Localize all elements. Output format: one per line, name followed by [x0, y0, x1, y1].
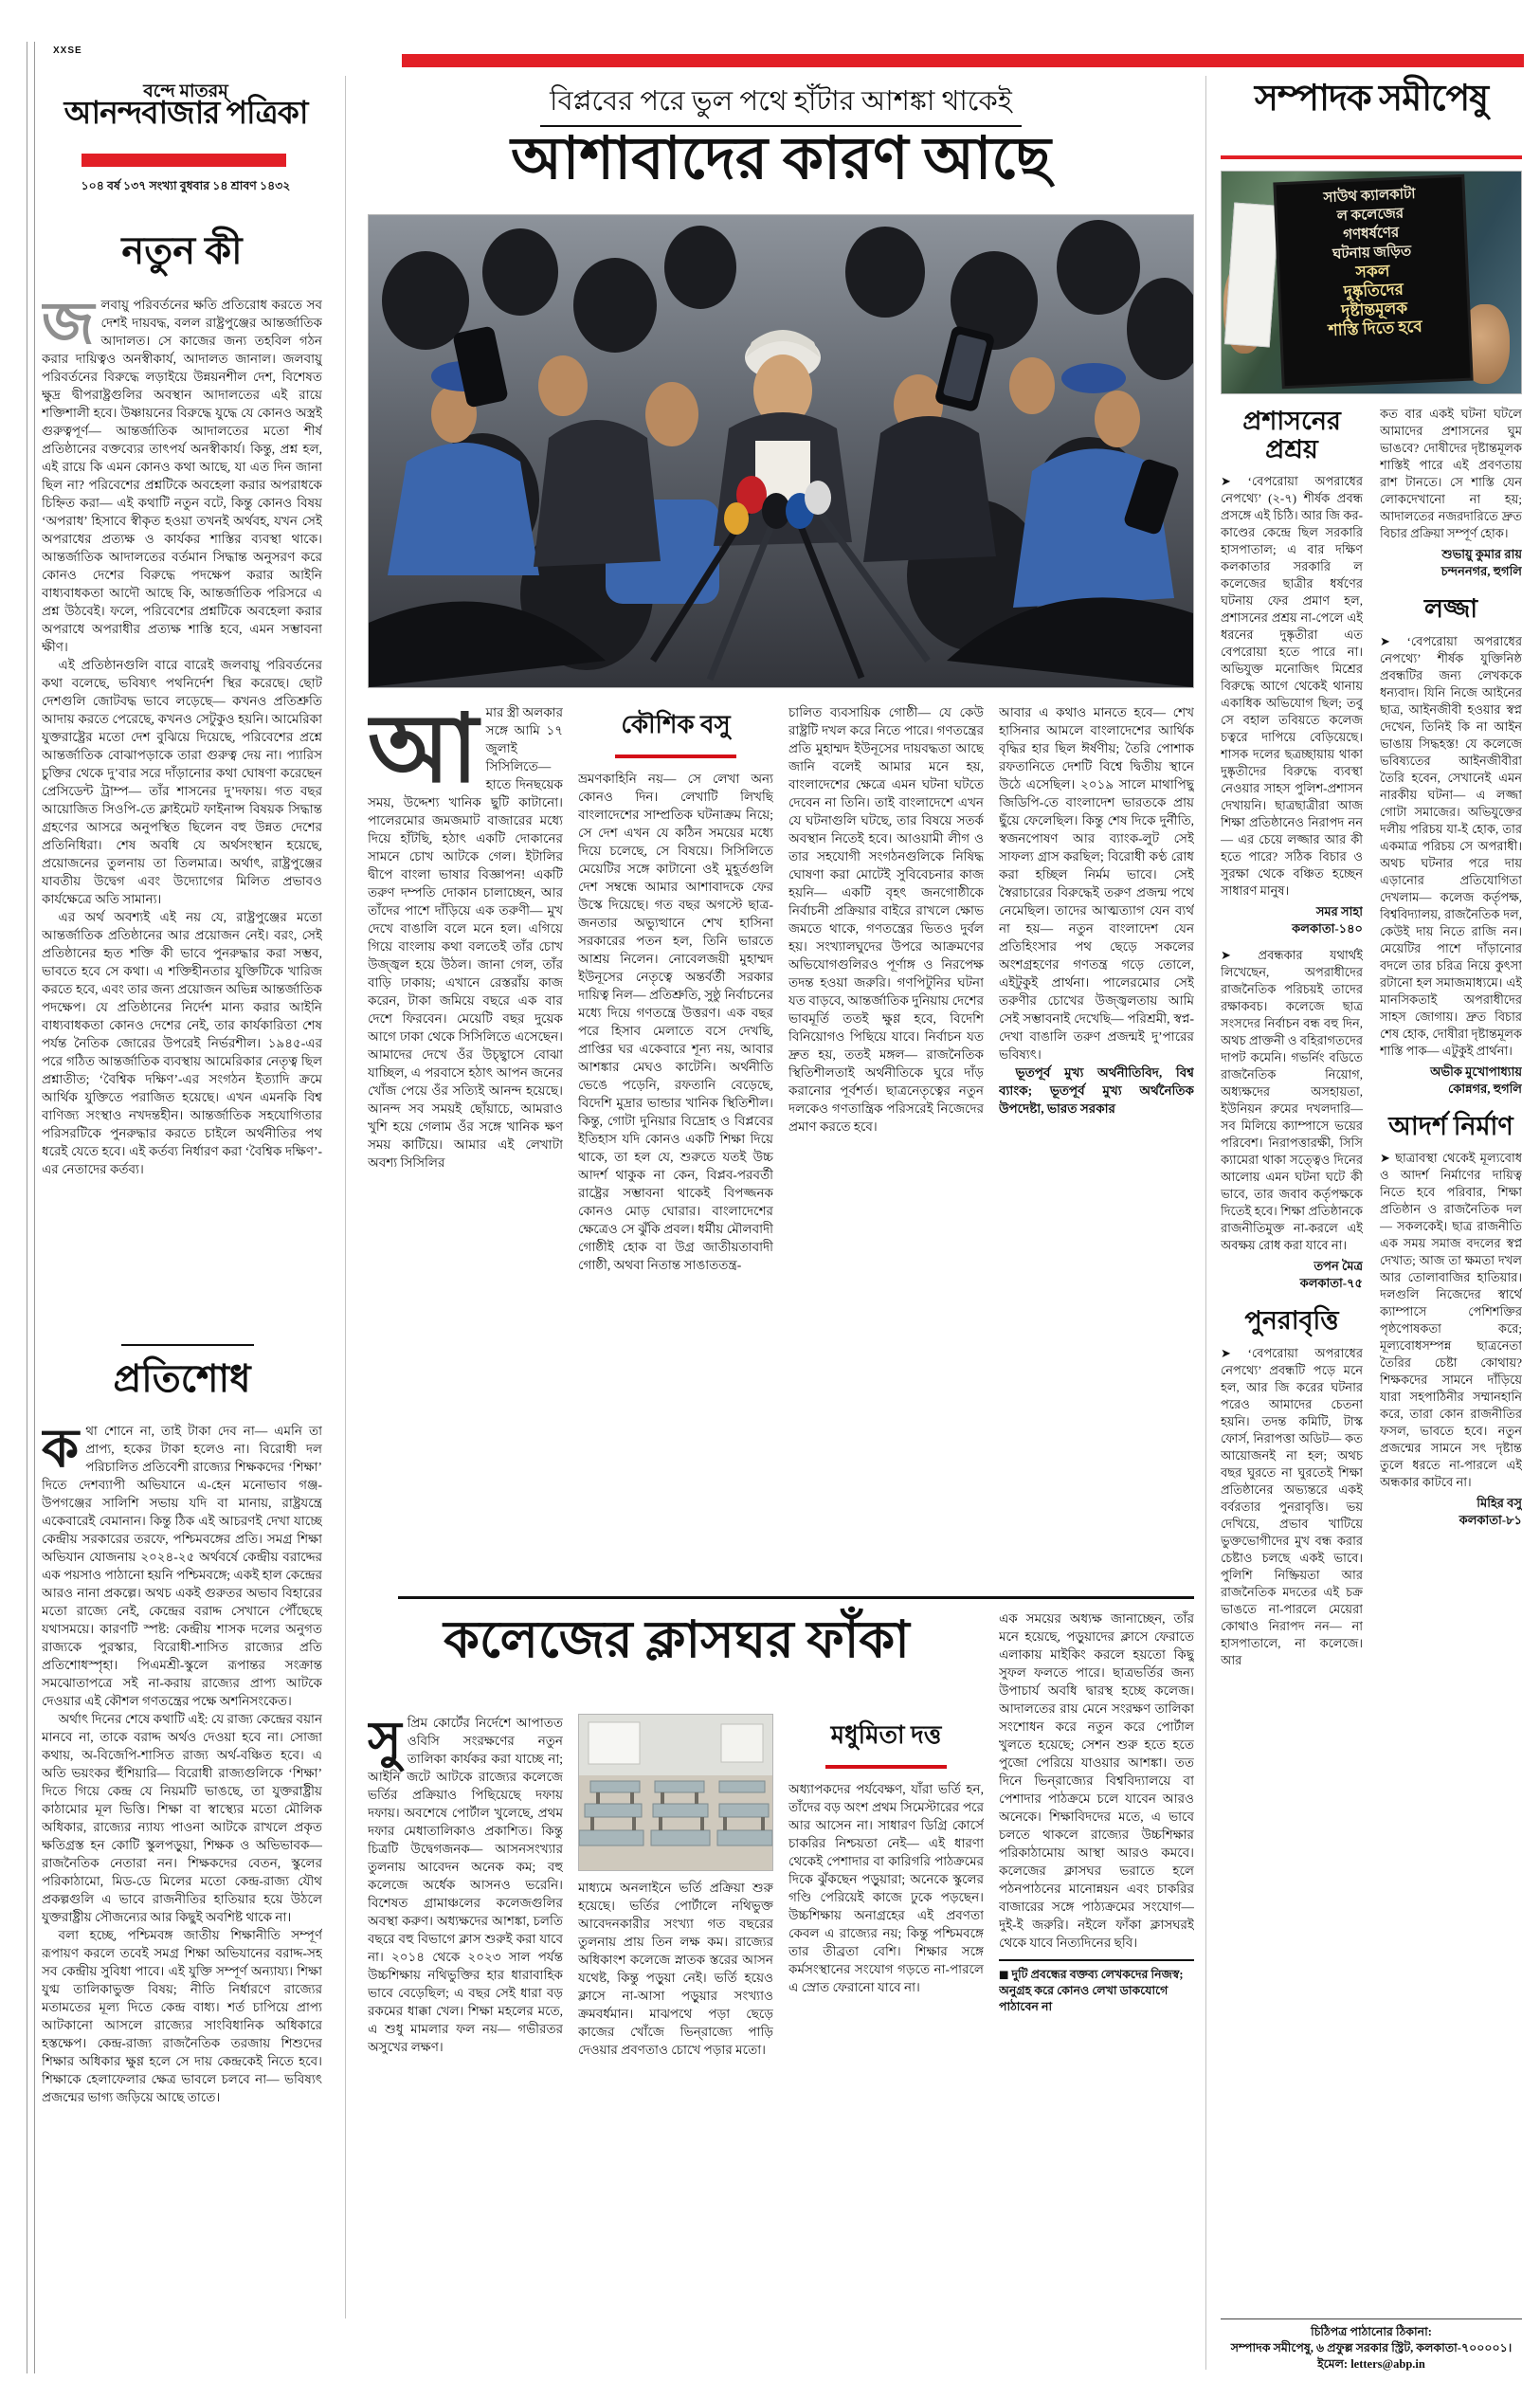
- top-red-band: [402, 54, 1524, 67]
- main-article-col-4: আবার এ কথাও মানতে হবে— শেখ হাসিনার আমলে বাংলাদেশের আর্থিক বৃদ্ধির হার ছিল ঈর্ষণীয়; তৈরি পোশাক রফতানিতে দেশটি বিশ্বে দ্বিতীয় স্থানে উঠে এসেছিল। ২০১৯ সালে মাথাপিছু জিডিপি-তে বাংলাদেশ ভারতকে প্রায় ছুঁয়ে ফেলেছিল। কিন্তু শেষ দিকে দুর্নীতি, স্বজনপোষণ আর ব্যাংক-লুট সেই সাফল্য গ্রাস করছিল; বিরোধী কণ্ঠ রোধ করা হচ্ছিল নির্মম ভাবে। সেই স্বৈরাচারের বিরুদ্ধেই তরুণ প্রজন্ম পথে নেমেছিল। তাদের আত্মত্যাগ যেন ব্যর্থ না হয়— নতুন বাংলাদেশ যেন প্রতিহিংসার পথ ছেড়ে সকলের অংশগ্রহণের গণতন্ত্র গড়ে তোলে, এইটুকুই প্রার্থনা। পালেরমোর সেই তরুণীর চোখের উজ্জ্বলতায় আমি সেই সম্ভাবনাই দেখেছি— পরিশ্রমী, স্বপ্ন-দেখা বাঙালি তরুণ প্রজন্মই দু’পারের ভবিষ্যৎ। ভূতপূর্ব মুখ্য অর্থনীতিবিদ, বিশ্ব ব্যাংক; ভূতপূর্ব মুখ্য অর্থনৈতিক উপদেষ্টা, ভারত সরকার: [999, 705, 1194, 1116]
- masthead-red-bar: [82, 154, 286, 167]
- main-article-col-1: আমার স্ত্রী অলকার সঙ্গে আমি ১৭ জুলাই সিসিলিতে— হাতে দিনছয়েক সময়, উদ্দেশ্য খানিক ছুটি কাটানো। পালেরমোর জমজমাট বাজারের মধ্যে দিয়ে হাঁটছি, হঠাৎ একটি দোকানের সামনে চোখ আটকে গেল। ইটালির দ্বীপে বাংলা ভাষার বিজ্ঞাপন! একটি তরুণ দম্পতি দোকান চালাচ্ছেন, আর তাঁদের পাশে দাঁড়িয়ে এক তরুণী— মুখ দেখে বাঙালি বলে মনে হল। এগিয়ে গিয়ে বাংলায় কথা বলতেই তাঁর চোখ উজ্জ্বল হয়ে উঠল। জানা গেল, তাঁর বাড়ি ঢাকায়; এখানে রেস্তরাঁয় কাজ করেন, টাকা জমিয়ে বছরে এক বার দেশে ফিরবেন। মেয়েটি বছর দুয়েক আগে ঢাকা থেকে সিসিলিতে এসেছেন। আমাদ‌ের দেখে ওঁর উচ্ছ্বাসে বোঝা যাচ্ছিল, এ পরবাসে হঠাৎ আপন জনের খোঁজ পেয়ে ওঁর সত্যিই আনন্দ হয়েছে। আনন্দ সব সময়ই ছোঁয়াচে, আমরাও খুশি হয়ে গেলাম ওঁর সঙ্গে খানিক ক্ষণ সময় কাটিয়ে। আমার এই লেখাটা অবশ্য সিসিলির: [368, 703, 563, 1170]
- letter-heading-1: প্রশাসনের প্রশ্রয়: [1242, 407, 1341, 464]
- editorial-1-dropcap: জ: [42, 296, 95, 356]
- letter-heading-2: পুনরাবৃত্তি: [1244, 1306, 1339, 1336]
- letters-section-header: সম্পাদক সমীপেষু: [1254, 79, 1489, 118]
- letters-footer-line-2: সম্পাদক সমীপেষু, ৬ প্রফুল্ল সরকার স্ট্রিট, কলকাতা-৭০০০০১।: [1230, 2341, 1513, 2355]
- secondary-placard: [1224, 203, 1279, 348]
- college-article-byline: মধুমিতা দত্ত: [788, 1716, 984, 1769]
- college-article-col-3: মধুমিতা দত্ত অধ্যাপকদের পর্যবেক্ষণ, যাঁরা ভর্তি হন, তাঁদের বড় অংশ প্রথম সিমেস্টারের পরে আর আসেন না। সাধারণ ডিগ্রি কোর্সে চাকরির নিশ্চয়তা নেই— এই ধারণা থেকেই পেশাদার বা কারিগরি পাঠক্রমের দিকে ঝুঁকছেন পড়ুয়ারা; অনেকে স্কুলের গণ্ডি পেরিয়েই কাজে ঢুকে পড়ছেন। উচ্চশিক্ষায় অনাগ্রহের এই প্রবণতা কেবল এ রাজ্যের নয়; কিন্তু পশ্চিমবঙ্গে তার তীব্রতা বেশি। শিক্ষার সঙ্গে কর্মসংস্থানের সংযোগ গড়তে না-পারলে এ স্রোত ফেরানো যাবে না।: [788, 1714, 984, 2320]
- letter-3-body-part-2: কত বার একই ঘটনা ঘটলে আমাদের প্রশাসনের ঘুম ভাঙবে? দোষীদের দৃষ্টান্তমূলক শাস্তিই পারে এই প্রবণতায় রাশ টানতে। সে শাস্তি যেন লোকদেখানো না হয়; আদালতের নজরদারিতে দ্রুত বিচার প্রক্রিয়া সম্পূর্ণ হোক।: [1380, 407, 1522, 540]
- masthead-dateline: ১০৪ বর্ষ ১৩৭ সংখ্যা বুধবার ১৪ শ্রাবণ ১৪৩২: [81, 179, 291, 192]
- letters-footer-email[interactable]: ইমেল: letters@abp.in: [1317, 2357, 1425, 2371]
- placard-board: সাউথ ক্যালকাটা ল কলেজের গণধর্ষণের ঘটনায় জড়িত সকল দুষ্কৃতিদের দৃষ্টান্তমূলক শাস্তি দিতে হবে: [1276, 177, 1470, 386]
- editorial-2-body: কথা শোনে না, তাই টাকা দেব না— এমনি তা প্রাপ্য, হকের টাকা হলেও না। বিরোধী দল পরিচালিত প্রতিবেশী রাজ্যের শিক্ষকদের ‘শিক্ষা’ দিতে দেশব্যাপী অভিযানে এ-হেন মনোভাব গঞ্জ-উপগঞ্জের সালিশি সভায় যদি বা মানায়, রাষ্ট্রযন্ত্রে একেবারেই বেমানান। কিন্তু ঠিক এই আচরণই দেখা যাচ্ছে কেন্দ্রীয় সরকারের তরফে, পশ্চিমবঙ্গের প্রতি। সমগ্র শিক্ষা অভিযান যোজনায় ২০২৪-২৫ অর্থবর্ষে কেন্দ্রীয় বরাদ্দের এক পয়সাও পাঠানো হয়নি পশ্চিমবঙ্গে; একই হাল কেন্দ্রের আরও নানা প্রকল্পে। অথচ একই গুরুতর অভাব বিহারের মতো রাজ্যে নেই, কেন্দ্রের বরাদ্দ সেখানে পৌঁছেছে যথাসময়ে। কারণটি স্পষ্ট: কেন্দ্রীয় শাসক দলের অনুগত রাজ্যকে পুরস্কার, বিরোধী-শাসিত রাজ্যের প্রতি প্রতিশোধস্পৃহা। পিএমশ্রী-স্কুলে রূপান্তর সংক্রান্ত সমঝোতাপত্রে সই না-করায় রাজ্যের প্রাপ্য আটকে দেওয়ার এই কৌশল গণতন্ত্রের পক্ষে অশনিসংকেত। অর্থাৎ দিনের শেষে কথাটি এই: যে রাজ্য কেন্দ্রের বয়ান মানবে না, তাকে বরাদ্দ অর্থও দেওয়া হবে না। সোজা কথায়, অ-বিজেপি-শাসিত রাজ্য অর্থ-বঞ্চিত হবে। এ অতি ভয়ংকর হুঁশিয়ারি— বিরোধী রাজ্যগুলিকে ‘শিক্ষা’ দিতে গিয়ে কেন্দ্র যে নিয়মটি ভাঙছে, তা যুক্তরাষ্ট্রীয় কাঠামোর মূল ভিত্তি। শিক্ষা বা স্বাস্থ্যের মতো মৌলিক অধিকার, রাজ্যের ন্যায্য পাওনা আটকে রাখলে প্রকৃত ক্ষতিগ্রস্ত হন কোটি স্কুলপড়ুয়া, শিক্ষক ও অভিভাবক— রাজনৈতিক নেতারা নন। শিক্ষকদের বেতন, স্কুলের পরিকাঠামো, মিড-ডে মিলের মতো কেন্দ্র-রাজ্য যৌথ প্রকল্পগুলি এ ভাবে রাজনীতির হাতিয়ার হয়ে উঠলে যুক্তরাষ্ট্রীয় সৌজন্যের আর কিছুই অবশিষ্ট থাকে না। বলা হচ্ছে, পশ্চিমবঙ্গ জাতীয় শিক্ষানীতি সম্পূর্ণ রূপায়ণ করলে তবেই সমগ্র শিক্ষা অভিযানের বরাদ্দ-সহ সব কেন্দ্রীয় সুবিধা পাবে। এই যুক্তি সম্পূর্ণ অন্যায্য। শিক্ষা যুগ্ম তালিকাভুক্ত বিষয়; নীতি নির্ধারণে রাজ্যের মতামতের মূল্য দিতে কেন্দ্র বাধ্য। শর্ত চাপিয়ে প্রাপ্য আটকানো আসলে রাজ্যের সাংবিধানিক অধিকারে হস্তক্ষেপ। কেন্দ্র-রাজ্য রাজনৈতিক তরজায় শিশুদের শিক্ষার অধিকার ক্ষুণ্ণ হলে সে দায় কেন্দ্রকেই নিতে হবে। শিক্ষাকে হেলাফেলার ক্ষেত্র ভাবলে চলবে না— ভবিষ্যৎ প্রজন্মের ভাগ্য জড়িয়ে আছে তাতে।: [42, 1422, 322, 2104]
- divider-left-center: [345, 76, 346, 2318]
- college-article-headline: কলেজের ক্লাসঘর ফাঁকা: [444, 1611, 910, 1668]
- press-scrum-photo: [368, 214, 1194, 688]
- editorial-separator-rule: [121, 1344, 254, 1346]
- main-article-dropcap: আ: [368, 703, 479, 802]
- letters-column-left: [1221, 406, 1363, 2311]
- main-article-col-3: চালিত ব্যবসায়িক গোষ্ঠী— যে কেউ রাষ্ট্রটি দখল করে নিতে পারে। গণতন্ত্রের প্রতি মুহাম্মদ ইউনূসের দায়বদ্ধতা আছে জানি বলেই আমার মনে হয়, বাংলাদেশের ক্ষেত্রে এমন ঘটনা ঘটতে দেবেন না তিনি। তাই বাংলাদেশে এখন যে ঘটনাগুলি ঘটছে, তার বিষয়ে সতর্ক অবস্থান নিতেই হবে। আওয়ামী লীগ ও তার সহযোগী সংগঠনগুলিকে নিষিদ্ধ ঘোষণা করা মোটেই সুবিবেচনার কাজ হয়নি— একটি বৃহৎ জনগোষ্ঠীকে নির্বাচনী প্রক্রিয়ার বাইরে রাখলে ক্ষোভ জমতে থাকে, গণতন্ত্রের ভিতও দুর্বল হয়। সংখ্যালঘুদের উপরে আক্রমণের অভিযোগগুলিরও পূর্ণাঙ্গ ও নিরপেক্ষ তদন্ত হওয়া জরুরি। গণপিটুনির ঘটনা যত বাড়বে, আন্তর্জাতিক দুনিয়ায় দেশের ভাবমূর্তি ততই ক্ষুণ্ণ হবে, বিদেশি বিনিয়োগও পিছিয়ে যাবে। নির্বাচন যত দ্রুত হয়, ততই মঙ্গল— রাজনৈতিক স্থিতিশীলতাই অর্থনীতিকে ঘুরে দাঁড় করানোর পূর্বশর্ত। ছাত্রনেতৃত্বের নতুন দলকেও গণতান্ত্রিক পরিসরেই নিজেদের প্রমাণ করতে হবে।: [788, 705, 984, 1134]
- edition-mark: XXSE: [53, 45, 82, 56]
- letters-footer-line-1: চিঠিপত্র পাঠানোর ঠিকানা:: [1311, 2325, 1432, 2338]
- editorial-1-title: নতুন কী: [121, 229, 243, 272]
- letters-footer: [1221, 2318, 1522, 2373]
- main-article-kicker: বিপ্লবের পরে ভুল পথে হাঁটার আশঙ্কা থাকেই: [368, 85, 1194, 118]
- letter-heading-4: আদর্শ নির্মাণ: [1388, 1111, 1513, 1140]
- editorial-1-body: জলবায়ু পরিবর্তনের ক্ষতি প্রতিরোধ করতে সব দেশই দায়বদ্ধ, বলল রাষ্ট্রপুঞ্জের আন্তর্জাতিক আদালত। সে কাজের জন্য তহবিল গঠন করার দায়িত্বও অনস্বীকার্য, আদালত জানাল। জলবায়ু পরিবর্তনের বিরুদ্ধে লড়াইয়ে উন্নয়নশীল দেশ, বিশেষত ক্ষুদ্র দ্বীপরাষ্ট্রগুলির অবস্থান আদালতের এই রায়ে শক্তিশালী হবে। উষ্ণায়নের বিরুদ্ধে যুদ্ধে যে কোনও অস্ত্রই গুরুত্বপূর্ণ— আন্তর্জাতিক আদালতের মতো শীর্ষ প্রতিষ্ঠানের বক্তব্যের তাৎপর্য অনস্বীকার্য। কিন্তু, প্রশ্ন হল, এই রায়ে কি এমন কোনও কথা আছে, যা এত দিন জানা ছিল না? পরিবেশের প্রশ্নটিকে অবহেলা করার অপরাধকে চিহ্নিত করা— এই কথাটি নতুন বটে, কিন্তু কোনও বিষয় ‘অপরাধ’ হিসাবে স্বীকৃত হওয়া তখনই অর্থবহ, যখন সেই অপরাধের প্রত্যক্ষ ও কার্যকর শাস্তির ব্যবস্থা থাকে। আন্তর্জাতিক আদালতের বর্তমান সিদ্ধান্ত অনুসরণ করে কোনও দেশের বিরুদ্ধে পদক্ষেপ করার আইনি বাধ্যবাধকতা আদৌ আছে কি, আন্তর্জাতিক পরিসরে এ প্রশ্ন উঠবেই। ফলে, পরিবেশের প্রশ্নটিকে অবহেলা করার অপরাধে অপরাধীর প্রত্যক্ষ শাস্তি হবে, এমন সম্ভাবনা ক্ষীণ। এই প্রতিষ্ঠানগুলি বারে বারেই জলবায়ু পরিবর্তনের কথা বলেছে, ভবিষ্যৎ পথনির্দেশ স্থির করেছে। ছোট দেশগুলি জোটবদ্ধ ভাবে লড়েছে— কখনও প্রতিশ্রুতি আদায় করতে পেরেছে, কখনও সেটুকুও হয়নি। আমেরিকা যুক্তরাষ্ট্রের মতো দেশ বুঝিয়ে দিয়েছে, পরিবেশের প্রশ্নে আন্তর্জাতিক বোঝাপড়াকে তারা গুরুত্ব দেয় না। প্যারিস চুক্তির থেকে দু’বার সরে দাঁড়ানোর কথা ঘোষণা করেছেন প্রেসিডেন্ট ট্রাম্প— তাঁর শাসনের দু’দফায়। গত বছর আয়োজিত সিওপি-তে ক্লাইমেট ফাইনান্স বিষয়ক সিদ্ধান্ত গ্রহণের আসরে অনুপস্থিত ছিলেন বহু উন্নত দেশের প্রতিনিধিরা। শেষ অবধি যে অর্থসংস্থান হয়েছে, প্রয়োজনের তুলনায় তা তিলমাত্র। অর্থাৎ, রাষ্ট্রপুঞ্জের যাবতীয় উদ্বেগ এবং উদ্যোগের মিলিত প্রভাবও কার্যক্ষেত্রে অতি সামান্য। এর অর্থ অবশ্যই এই নয় যে, রাষ্ট্রপুঞ্জের মতো আন্তর্জাতিক প্রতিষ্ঠানের আর প্রয়োজন নেই। বরং, সেই প্রতিষ্ঠানের হৃত শক্তি কী ভাবে পুনরুদ্ধার করা সম্ভব, ভাবতে হবে সে কথা। এ শক্তিহীনতার যুক্তিটিকে খারিজ করতে হবে, এবং তার জন্য প্রয়োজন অভিন্ন আন্তর্জাতিক পদক্ষেপ। যে প্রতিষ্ঠানের নির্দেশ মান্য করার আইনি বাধ্যবাধকতা কোনও দেশের নেই, তার কার্যকারিতা শেষ পর্যন্ত নৈতিক জোরের উপরেই নির্ভরশীল। ১৯৪৫-এর পরে গঠিত আন্তর্জাতিক ব্যবস্থায় আমেরিকার নেতৃত্ব ছিল প্রশ্নাতীত; ‘বৈশ্বিক দক্ষিণ’-এর সংগঠন ইত্যাদি ক্রমে আর্থিক যুক্তিতে পরাজিত হয়েছে। এখন এমনকি বিশ্ব বাণিজ্য সংস্থাও নখদন্তহীন। আন্তর্জাতিক সহযোগিতার পরিসরটিকে পুনরুদ্ধার করতে চাইলে অর্থনীতির পথ ধরেই যেতে হবে। এই কর্তব্য নির্ধারণ করা ‘বৈশ্বিক দক্ষিণ’-এর নেতাদের কর্তব্য।: [42, 296, 322, 1176]
- main-article-headline: আশাবাদের কারণ আছে: [511, 127, 1051, 191]
- college-article-col-2: মাধ্যমে অনলাইনে ভর্তি প্রক্রিয়া শুরু হয়েছে। ভর্তির পোর্টালে নথিভুক্ত আবেদনকারীর সংখ্যা গত বছরের তুলনায় প্রায় তিন লক্ষ কম। রাজ্যের অধিকাংশ কলেজে স্নাতক স্তরের আসন যথেষ্ট, কিন্তু পড়ুয়া নেই। ভর্তি হয়েও ক্লাসে না-আসা পড়ুয়ার সংখ্যাও ক্রমবর্ধমান। মাঝপথে পড়া ছেড়ে কাজের খোঁজে ভিন্‌রাজ্যে পাড়ি দেওয়ার প্রবণতাও চোখে পড়ার মতো।: [578, 1714, 773, 2320]
- college-article-col-4: এক সময়ের অধ্যক্ষ জানাচ্ছেন, তাঁর মনে হয়েছে, পড়ুয়াদের ক্লাসে ফেরাতে এলাকায় মাইকিং করলে হয়তো কিছু সুফল ফলতে পারে। ছাত্রভর্তির জন্য উপাচার্য অবধি দ্বারস্থ হচ্ছে কলেজ। আদালতের রায় মেনে সংরক্ষণ তালিকা সংশোধন করে নতুন করে পোর্টাল খুলতে হয়েছে; সেশন শুরু হতে হতে পুজো পেরিয়ে যাওয়ার আশঙ্কা। তত দিনে ভিন্‌রাজ্যের বিশ্ববিদ্যালয়ে বা পেশাদার পাঠক্রমে চলে যাবেন আরও অনেকে। শিক্ষাবিদদের মতে, এ ভাবে চলতে থাকলে রাজ্যের উচ্চশিক্ষার পরিকাঠামোয় আস্থা আরও কমবে। কলেজের ক্লাসঘর ভরাতে হলে পঠনপাঠনের মানোন্নয়ন এবং চাকরির বাজারের সঙ্গে পাঠ্যক্রমের সংযোগ— দুই-ই জরুরি। নইলে ফাঁকা ক্লাসঘরই থেকে যাবে নিত্যদিনের ছবি। ◼ দুটি প্রবন্ধের বক্তব্য লেখকদের নিজস্ব; অনুগ্রহ করে কোনও লেখা ডাকযোগে পাঠাবেন না: [999, 1611, 1194, 2013]
- letters-header-underline: [1221, 155, 1522, 159]
- letter-2-body: ➤ প্রবন্ধকার যথার্থই লিখেছেন, অপরাধীদের রাজনৈতিক পরিচয়ই তাদের রক্ষাকবচ। কলেজে ছাত্র সংসদের নির্বাচন বন্ধ বহু দিন, অথচ প্রাক্তনী ও বহিরাগতদের দাপট কমেনি। গভর্নিং বডিতে রাজনৈতিক নিয়োগ, অধ্যক্ষদের অসহায়তা, ইউনিয়ন রুমের দখলদারি— সব মিলিয়ে ক্যাম্পাসে ভয়ের পরিবেশ। নিরাপত্তারক্ষী, সিসি ক্যামেরা থাকা সত্ত্বেও দিনের আলোয় এমন ঘটনা ঘটে কী ভাবে, তার জবাব কর্তৃপক্ষকে দিতেই হবে। শিক্ষা প্রতিষ্ঠানকে রাজনীতিমুক্ত না-করলে এই অবক্ষয় রোধ করা যাবে না।: [1221, 948, 1363, 1253]
- divider-center-right: [1205, 76, 1206, 2370]
- letter-1-body: ➤ ‘বেপরোয়া অপরাধের নেপথ্যে’ (২-৭) শীর্ষক প্রবন্ধ প্রসঙ্গে এই চিঠি। আর জি কর-কাণ্ডের কেন্দ্রে ছিল সরকারি হাসপাতাল; এ বার দক্ষিণ কলকাতার সরকারি ল কলেজের ছাত্রীর ধর্ষণের ঘটনায় ফের প্রমাণ হল, প্রশাসনের প্রশ্রয় না-পেলে এই ধরনের দুষ্কৃতীরা এত বেপরোয়া হতে পারে না। অভিযুক্ত মনোজিৎ মিশ্রের বিরুদ্ধে আগে থেকেই থানায় একাধিক অভিযোগ ছিল; তবু সে বহাল তবিয়তে কলেজ চত্বরে দাপিয়ে বেড়িয়েছে। শাসক দলের ছত্রচ্ছায়ায় থাকা দুষ্কৃতীদের বিরুদ্ধে ব্যবস্থা নেওয়ার সাহস পুলিশ-প্রশাসন দেখায়নি। ছাত্রছাত্রীরা আজ শিক্ষা প্রতিষ্ঠানেও নিরাপদ নন— এর চেয়ে লজ্জার আর কী হতে পারে? সঠিক বিচার ও সুরক্ষা থেকে বঞ্চিত হচ্ছেন সাধারণ মানুষ।: [1221, 474, 1363, 899]
- center-articles-rule: [398, 1596, 1194, 1599]
- empty-classroom-photo: [578, 1714, 773, 1871]
- college-article-dropcap: সু: [368, 1714, 402, 1769]
- letter-2-signature: তপন মৈত্র কলকাতা-৭৫: [1299, 1259, 1363, 1291]
- editorial-page-disclaimer: ◼ দুটি প্রবন্ধের বক্তব্য লেখকদের নিজস্ব; অনুগ্রহ করে কোনও লেখা ডাকযোগে পাঠাবেন না: [999, 1959, 1194, 2015]
- letter-3-signature: শুভায়ু কুমার রায় চন্দননগর, হুগলি: [1440, 547, 1522, 578]
- protest-placard-photo: [1221, 171, 1522, 394]
- letters-column-right: [1380, 406, 1522, 2311]
- letter-4-body: ➤ ‘বেপরোয়া অপরাধের নেপথ্যে’ শীর্ষক যুক্তিনিষ্ঠ প্রবন্ধটির জন্য লেখককে ধন্যবাদ। যিনি নিজে আইনের ছাত্র, আইনজীবী হওয়ার স্বপ্ন দেখেন, তিনিই কি না আইন ভাঙায় সিদ্ধহস্ত! যে কলেজে ভবিষ্যতের আইনজীবীরা তৈরি হবেন, সেখানেই এমন নারকীয় ঘটনা— এ লজ্জা গোটা সমাজের। অভিযুক্তের দলীয় পরিচয় যা-ই হোক, তার একমাত্র পরিচয় সে অপরাধী। অথচ ঘটনার পরে দায় এড়ানোর প্রতিযোগিতা দেখলাম— কলেজ কর্তৃপক্ষ, বিশ্ববিদ্যালয়, রাজনৈতিক দল, কেউই দায় নিতে রাজি নন। মেয়েটির পাশে দাঁড়ানোর বদলে তার চরিত্র নিয়ে কুৎসা রটানো হল সমাজমাধ্যমে। এই মানসিকতাই অপরাধীদের সাহস জোগায়। দ্রুত বিচার শেষ হোক, দোষীরা দৃষ্টান্তমূলক শাস্তি পাক— এটুকুই প্রার্থনা।: [1380, 633, 1522, 1058]
- page-edge-rule-inner: [34, 42, 35, 2373]
- letter-1-signature: সমর সাহা কলকাতা-১৪০: [1292, 904, 1363, 936]
- college-article-col-1: সুপ্রিম কোর্টের নির্দেশে আপাতত ওবিসি সংরক্ষণের নতুন তালিকা কার্যকর করা যাচ্ছে না; আইনি জটে আটকে রাজ্যের কলেজে ভর্তির প্রক্রিয়াও পিছিয়েছে দফায় দফায়। অবশেষে পোর্টাল খুলেছে, প্রথম দফার মেধাতালিকাও প্রকাশিত। কিন্তু চিত্রটি উদ্বেগজনক— আসনসংখ্যার তুলনায় আবেদন অনেক কম; বহু কলেজে অর্ধেক আসনও ভরেনি। বিশেষত গ্রামাঞ্চলের কলেজগুলির অবস্থা করুণ। অধ্যক্ষদের আশঙ্কা, চলতি বছরে বহু বিভাগে ক্লাস শুরুই করা যাবে না। ২০১৪ থেকে ২০২৩ সাল পর্যন্ত উচ্চশিক্ষায় নথিভুক্তির হার ধারাবাহিক ভাবে বেড়েছিল; এ বছর সেই ধারা বড় রকমের ধাক্কা খেল। শিক্ষা মহলের মতে, এ শুধু মামলার ফল নয়— গভীরতর অসুখের লক্ষণ।: [368, 1714, 563, 2054]
- editorial-2-dropcap: ক: [42, 1422, 80, 1479]
- letter-3-body-part-1: ➤ ‘বেপরোয়া অপরাধের নেপথ্যে’ প্রবন্ধটি পড়ে মনে হল, আর জি করের ঘটনার পরেও আমাদের চেতনা হয়নি। তদন্ত কমিটি, টাস্ক ফোর্স, নিরাপত্তা অডিট— কত আয়োজনই না হল; অথচ বছর ঘুরতে না ঘুরতেই শিক্ষা প্রতিষ্ঠানের অভ্যন্তরে একই বর্বরতার পুনরাবৃত্তি। ভয় দেখিয়ে, প্রভাব খাটিয়ে ভুক্তভোগীদের মুখ বন্ধ করার চেষ্টাও চলছে একই ভাবে। পুলিশি নিষ্ক্রিয়তা আর রাজনৈতিক মদতের এই চক্র ভাঙতে না-পারলে মেয়েরা কোথাও নিরাপদ নন— না হাসপাতালে, না কলেজে। আর: [1221, 1346, 1363, 1668]
- main-article-col-2: কৌশিক বসু ভ্রমণকাহিনি নয়— সে লেখা অন্য কোনও দিন। লেখাটি লিখছি বাংলাদেশের সাম্প্রতিক ঘটনাক্রম নিয়ে; সে দেশ এখন যে কঠিন সময়ের মধ্যে দিয়ে চলেছে, সে বিষয়ে। সিসিলিতে মেয়েটির সঙ্গে কাটানো ওই মুহূর্তগুলি দেশ সম্বন্ধে আমার আশাবাদকে ফের উস্কে দিয়েছে। গত বছর অগস্টে ছাত্র-জনতার অভ্যুত্থানে শেখ হাসিনা সরকারের পতন হল, তিনি ভারতে আশ্রয় নিলেন। নোবেলজয়ী মুহাম্মদ ইউনূসের নেতৃত্বে অন্তর্বর্তী সরকার দায়িত্ব নিল— প্রতিশ্রুতি, সুষ্ঠু নির্বাচনের মধ্যে দিয়ে গণতন্ত্রে উত্তরণ। এক বছর পরে হিসাব মেলাতে বসে দেখছি, প্রাপ্তির ঘর একেবারে শূন্য নয়, আবার আশঙ্কার মেঘও কাটেনি। অর্থনীতি ভেঙে পড়েনি, রফতানি বেড়েছে, বিদেশি মুদ্রার ভান্ডার খানিক স্থিতিশীল। কিন্তু, গোটা দুনিয়ার বিদ্রোহ ও বিপ্লবের ইতিহাস যদি কোনও একটি শিক্ষা দিয়ে থাকে, তা হল যে, শুরুতে যতই উচ্চ আদর্শ থাকুক না কেন, বিপ্লব-পরবর্তী রাষ্ট্রের সম্ভাবনা থাকেই বিপজ্জনক কোনও মোড় ঘোরার। বাংলাদেশের ক্ষেত্রেও সে ঝুঁকি প্রবল। ধর্মীয় মৌলবাদী গোষ্ঠীই হোক বা উগ্র জাতীয়তাবাদী গোষ্ঠী, অথবা নিতান্ত সাঙাততন্ত্র-: [578, 703, 773, 1592]
- main-article-byline: কৌশিক বসু: [578, 705, 773, 758]
- letter-5-body: ➤ ছাত্রাবস্থা থেকেই মূল্যবোধ ও আদর্শ নির্মাণের দায়িত্ব নিতে হবে পরিবার, শিক্ষা প্রতিষ্ঠান ও রাজনৈতিক দল— সকলকেই। ছাত্র রাজনীতি এক সময় সমাজ বদলের স্বপ্ন দেখাত; আজ তা ক্ষমতা দখল আর তোলাবাজির হাতিয়ার। দলগুলি নিজেদের স্বার্থে ক্যাম্পাসে পেশিশক্তির পৃষ্ঠপোষকতা করে; মূল্যবোধসম্পন্ন ছাত্রনেতা তৈরির চেষ্টা কোথায়? শিক্ষকদের সামনে দাঁড়িয়ে যারা সহপাঠিনীর সম্মানহানি করে, তারা কোন রাজনীতির ফসল, ভাবতে হবে। নতুন প্রজন্মের সামনে সৎ দৃষ্টান্ত তুলে ধরতে না-পারলে এই অন্ধকার কাটবে না।: [1380, 1151, 1522, 1490]
- editorial-2-title: প্রতিশোধ: [113, 1357, 251, 1400]
- main-article-author-credit: ভূতপূর্ব মুখ্য অর্থনীতিবিদ, বিশ্ব ব্যাংক; ভূতপূর্ব মুখ্য অর্থনৈতিক উপদেষ্টা, ভারত সরকার: [999, 1065, 1194, 1116]
- letter-heading-3: লজ্জা: [1423, 594, 1478, 623]
- letter-5-signature: মিহির বসু কলকাতা-৮১: [1458, 1496, 1522, 1528]
- letter-4-signature: অভীক মুখোপাধ্যায় কোন্নগর, হুগলি: [1430, 1064, 1522, 1096]
- press-scrum-photo-art: [369, 215, 1193, 687]
- empty-classroom-photo-art: [579, 1715, 772, 1870]
- masthead-title: আনন্দবাজার পত্রিকা: [63, 97, 308, 131]
- masthead-slogan: বন্দে মাতরম্: [143, 82, 228, 101]
